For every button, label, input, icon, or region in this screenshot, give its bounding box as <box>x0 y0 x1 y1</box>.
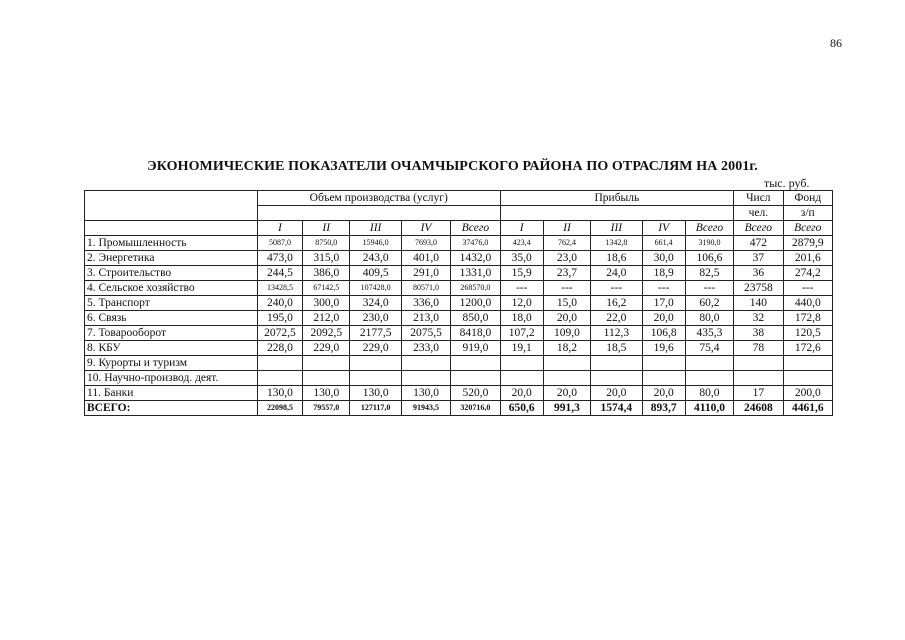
table-row <box>85 356 833 371</box>
table-row <box>85 326 833 341</box>
value-cell: 16,2 <box>591 296 642 311</box>
value-cell: 2879,9 <box>783 236 832 251</box>
header-payroll-line2: з/п <box>783 206 832 221</box>
subheader-cell: Всего <box>451 221 500 236</box>
value-cell: 229,0 <box>303 341 350 356</box>
value-cell: 2092,5 <box>303 326 350 341</box>
value-cell: 20,0 <box>500 386 543 401</box>
unit-label: тыс. руб. <box>764 176 810 190</box>
value-cell: 172,8 <box>783 311 832 326</box>
value-cell <box>401 356 450 371</box>
header-sector-blank <box>85 191 258 221</box>
value-cell: 8750,0 <box>303 236 350 251</box>
subheader-cell: Всего <box>734 221 783 236</box>
subheader-cell: I <box>500 221 543 236</box>
value-cell: 75,4 <box>685 341 733 356</box>
value-cell: 4461,6 <box>783 401 832 416</box>
header-payroll-line1: Фонд <box>783 191 832 206</box>
subheader-cell: Всего <box>783 221 832 236</box>
sector-name: 11. Банки <box>85 386 258 401</box>
value-cell: 37 <box>734 251 783 266</box>
value-cell: 762,4 <box>543 236 590 251</box>
value-cell: 36 <box>734 266 783 281</box>
value-cell: 20,0 <box>543 311 590 326</box>
value-cell <box>303 371 350 386</box>
value-cell: 409,5 <box>350 266 401 281</box>
value-cell <box>783 356 832 371</box>
value-cell: 1331,0 <box>451 266 500 281</box>
value-cell: 15946,0 <box>350 236 401 251</box>
subheader-cell: I <box>257 221 302 236</box>
group-header-row <box>85 191 833 206</box>
sector-name: 10. Научно-производ. деят. <box>85 371 258 386</box>
value-cell: --- <box>642 281 685 296</box>
value-cell: 8418,0 <box>451 326 500 341</box>
value-cell <box>591 356 642 371</box>
value-cell: 23,7 <box>543 266 590 281</box>
value-cell: 300,0 <box>303 296 350 311</box>
value-cell: 107428,0 <box>350 281 401 296</box>
value-cell: 20,0 <box>642 386 685 401</box>
value-cell: --- <box>500 281 543 296</box>
value-cell: 274,2 <box>783 266 832 281</box>
value-cell: 172,6 <box>783 341 832 356</box>
sector-name: 8. КБУ <box>85 341 258 356</box>
sector-name: 5. Транспорт <box>85 296 258 311</box>
value-cell: 18,2 <box>543 341 590 356</box>
header-employees-line2: чел. <box>734 206 783 221</box>
value-cell: 20,0 <box>642 311 685 326</box>
value-cell: 30,0 <box>642 251 685 266</box>
value-cell: 4110,0 <box>685 401 733 416</box>
value-cell: 2075,5 <box>401 326 450 341</box>
value-cell: 19,1 <box>500 341 543 356</box>
value-cell: 1200,0 <box>451 296 500 311</box>
subheader-cell: IV <box>642 221 685 236</box>
value-cell: 17 <box>734 386 783 401</box>
subheader-cell: III <box>350 221 401 236</box>
value-cell: 268570,0 <box>451 281 500 296</box>
value-cell <box>257 356 302 371</box>
value-cell <box>257 371 302 386</box>
value-cell: 240,0 <box>257 296 302 311</box>
subheader-blank <box>85 221 258 236</box>
value-cell: 401,0 <box>401 251 450 266</box>
value-cell: 212,0 <box>303 311 350 326</box>
subheader-row <box>85 221 833 236</box>
value-cell: 291,0 <box>401 266 450 281</box>
sector-name: 2. Энергетика <box>85 251 258 266</box>
value-cell: --- <box>543 281 590 296</box>
value-cell: 650,6 <box>500 401 543 416</box>
value-cell: 991,3 <box>543 401 590 416</box>
table-row <box>85 236 833 251</box>
value-cell: 18,5 <box>591 341 642 356</box>
value-cell: 386,0 <box>303 266 350 281</box>
value-cell <box>350 371 401 386</box>
value-cell <box>350 356 401 371</box>
value-cell: 850,0 <box>451 311 500 326</box>
subheader-cell: Всего <box>685 221 733 236</box>
value-cell: 23,0 <box>543 251 590 266</box>
subheader-cell: II <box>303 221 350 236</box>
value-cell <box>451 371 500 386</box>
value-cell <box>543 356 590 371</box>
value-cell: 17,0 <box>642 296 685 311</box>
value-cell <box>734 371 783 386</box>
document-title: ЭКОНОМИЧЕСКИЕ ПОКАЗАТЕЛИ ОЧАМЧЫРСКОГО РАЙОНА ПО ОТРАСЛЯМ НА 2001г. <box>147 159 758 174</box>
value-cell: 315,0 <box>303 251 350 266</box>
value-cell: 80571,0 <box>401 281 450 296</box>
value-cell: 140 <box>734 296 783 311</box>
value-cell: 79557,0 <box>303 401 350 416</box>
value-cell: 2177,5 <box>350 326 401 341</box>
sector-name: 7. Товарооборот <box>85 326 258 341</box>
sector-name: 4. Сельское хозяйство <box>85 281 258 296</box>
value-cell: 78 <box>734 341 783 356</box>
value-cell: 473,0 <box>257 251 302 266</box>
value-cell: 320716,0 <box>451 401 500 416</box>
value-cell: 20,0 <box>591 386 642 401</box>
header-volume: Объем производства (услуг) <box>257 191 500 206</box>
value-cell: 107,2 <box>500 326 543 341</box>
value-cell: 32 <box>734 311 783 326</box>
value-cell: 80,0 <box>685 311 733 326</box>
value-cell: 230,0 <box>350 311 401 326</box>
table-row <box>85 296 833 311</box>
value-cell: 130,0 <box>401 386 450 401</box>
subheader-cell: II <box>543 221 590 236</box>
value-cell <box>303 356 350 371</box>
value-cell: 18,9 <box>642 266 685 281</box>
total-row <box>85 401 833 416</box>
value-cell: 80,0 <box>685 386 733 401</box>
table-row <box>85 251 833 266</box>
value-cell: 244,5 <box>257 266 302 281</box>
value-cell: 18,0 <box>500 311 543 326</box>
value-cell: 106,6 <box>685 251 733 266</box>
value-cell: 130,0 <box>303 386 350 401</box>
value-cell: 13428,5 <box>257 281 302 296</box>
sector-name: 6. Связь <box>85 311 258 326</box>
value-cell <box>783 371 832 386</box>
value-cell: 67142,5 <box>303 281 350 296</box>
value-cell: 472 <box>734 236 783 251</box>
value-cell: 24,0 <box>591 266 642 281</box>
table-row <box>85 341 833 356</box>
value-cell: 12,0 <box>500 296 543 311</box>
value-cell: 228,0 <box>257 341 302 356</box>
value-cell <box>642 356 685 371</box>
value-cell: 37476,0 <box>451 236 500 251</box>
value-cell: 130,0 <box>350 386 401 401</box>
table-row <box>85 266 833 281</box>
value-cell: 38 <box>734 326 783 341</box>
subheader-cell: III <box>591 221 642 236</box>
value-cell: --- <box>685 281 733 296</box>
table-row <box>85 371 833 386</box>
value-cell <box>500 356 543 371</box>
value-cell: 20,0 <box>543 386 590 401</box>
value-cell: 1432,0 <box>451 251 500 266</box>
value-cell: 106,8 <box>642 326 685 341</box>
sector-name: 1. Промышленность <box>85 236 258 251</box>
economic-indicators-table <box>84 190 833 416</box>
value-cell: 661,4 <box>642 236 685 251</box>
value-cell: 213,0 <box>401 311 450 326</box>
value-cell <box>543 371 590 386</box>
value-cell: 35,0 <box>500 251 543 266</box>
value-cell <box>685 356 733 371</box>
value-cell: 229,0 <box>350 341 401 356</box>
value-cell: 130,0 <box>257 386 302 401</box>
value-cell: 200,0 <box>783 386 832 401</box>
value-cell: 91943,5 <box>401 401 450 416</box>
header-profit-spacer <box>500 206 734 221</box>
value-cell: --- <box>591 281 642 296</box>
value-cell: 423,4 <box>500 236 543 251</box>
value-cell: 15,0 <box>543 296 590 311</box>
value-cell: 3190,0 <box>685 236 733 251</box>
value-cell: --- <box>783 281 832 296</box>
value-cell: 18,6 <box>591 251 642 266</box>
table-row <box>85 311 833 326</box>
value-cell: 7693,0 <box>401 236 450 251</box>
value-cell: 82,5 <box>685 266 733 281</box>
value-cell <box>591 371 642 386</box>
header-volume-spacer <box>257 206 500 221</box>
value-cell <box>642 371 685 386</box>
subheader-cell: IV <box>401 221 450 236</box>
value-cell: 112,3 <box>591 326 642 341</box>
value-cell: 233,0 <box>401 341 450 356</box>
sector-name: 9. Курорты и туризм <box>85 356 258 371</box>
value-cell: 435,3 <box>685 326 733 341</box>
value-cell: 336,0 <box>401 296 450 311</box>
value-cell: 2072,5 <box>257 326 302 341</box>
value-cell: 893,7 <box>642 401 685 416</box>
table-body <box>85 236 833 416</box>
value-cell: 15,9 <box>500 266 543 281</box>
value-cell <box>685 371 733 386</box>
value-cell: 109,0 <box>543 326 590 341</box>
value-cell: 324,0 <box>350 296 401 311</box>
value-cell: 201,6 <box>783 251 832 266</box>
value-cell: 19,6 <box>642 341 685 356</box>
value-cell <box>451 356 500 371</box>
value-cell <box>500 371 543 386</box>
header-employees-line1: Числ <box>734 191 783 206</box>
value-cell: 22098,5 <box>257 401 302 416</box>
value-cell: 24608 <box>734 401 783 416</box>
value-cell: 120,5 <box>783 326 832 341</box>
value-cell: 1574,4 <box>591 401 642 416</box>
value-cell: 22,0 <box>591 311 642 326</box>
value-cell: 1342,8 <box>591 236 642 251</box>
value-cell: 243,0 <box>350 251 401 266</box>
header-profit: Прибыль <box>500 191 734 206</box>
table-row <box>85 281 833 296</box>
value-cell <box>734 356 783 371</box>
value-cell: 23758 <box>734 281 783 296</box>
value-cell: 5087,0 <box>257 236 302 251</box>
value-cell: 520,0 <box>451 386 500 401</box>
value-cell: 919,0 <box>451 341 500 356</box>
page-number: 86 <box>830 36 842 50</box>
value-cell: 60,2 <box>685 296 733 311</box>
value-cell: 195,0 <box>257 311 302 326</box>
value-cell: 440,0 <box>783 296 832 311</box>
sector-name: 3. Строительство <box>85 266 258 281</box>
table-row <box>85 386 833 401</box>
total-label: ВСЕГО: <box>85 401 258 416</box>
value-cell: 127117,0 <box>350 401 401 416</box>
value-cell <box>401 371 450 386</box>
